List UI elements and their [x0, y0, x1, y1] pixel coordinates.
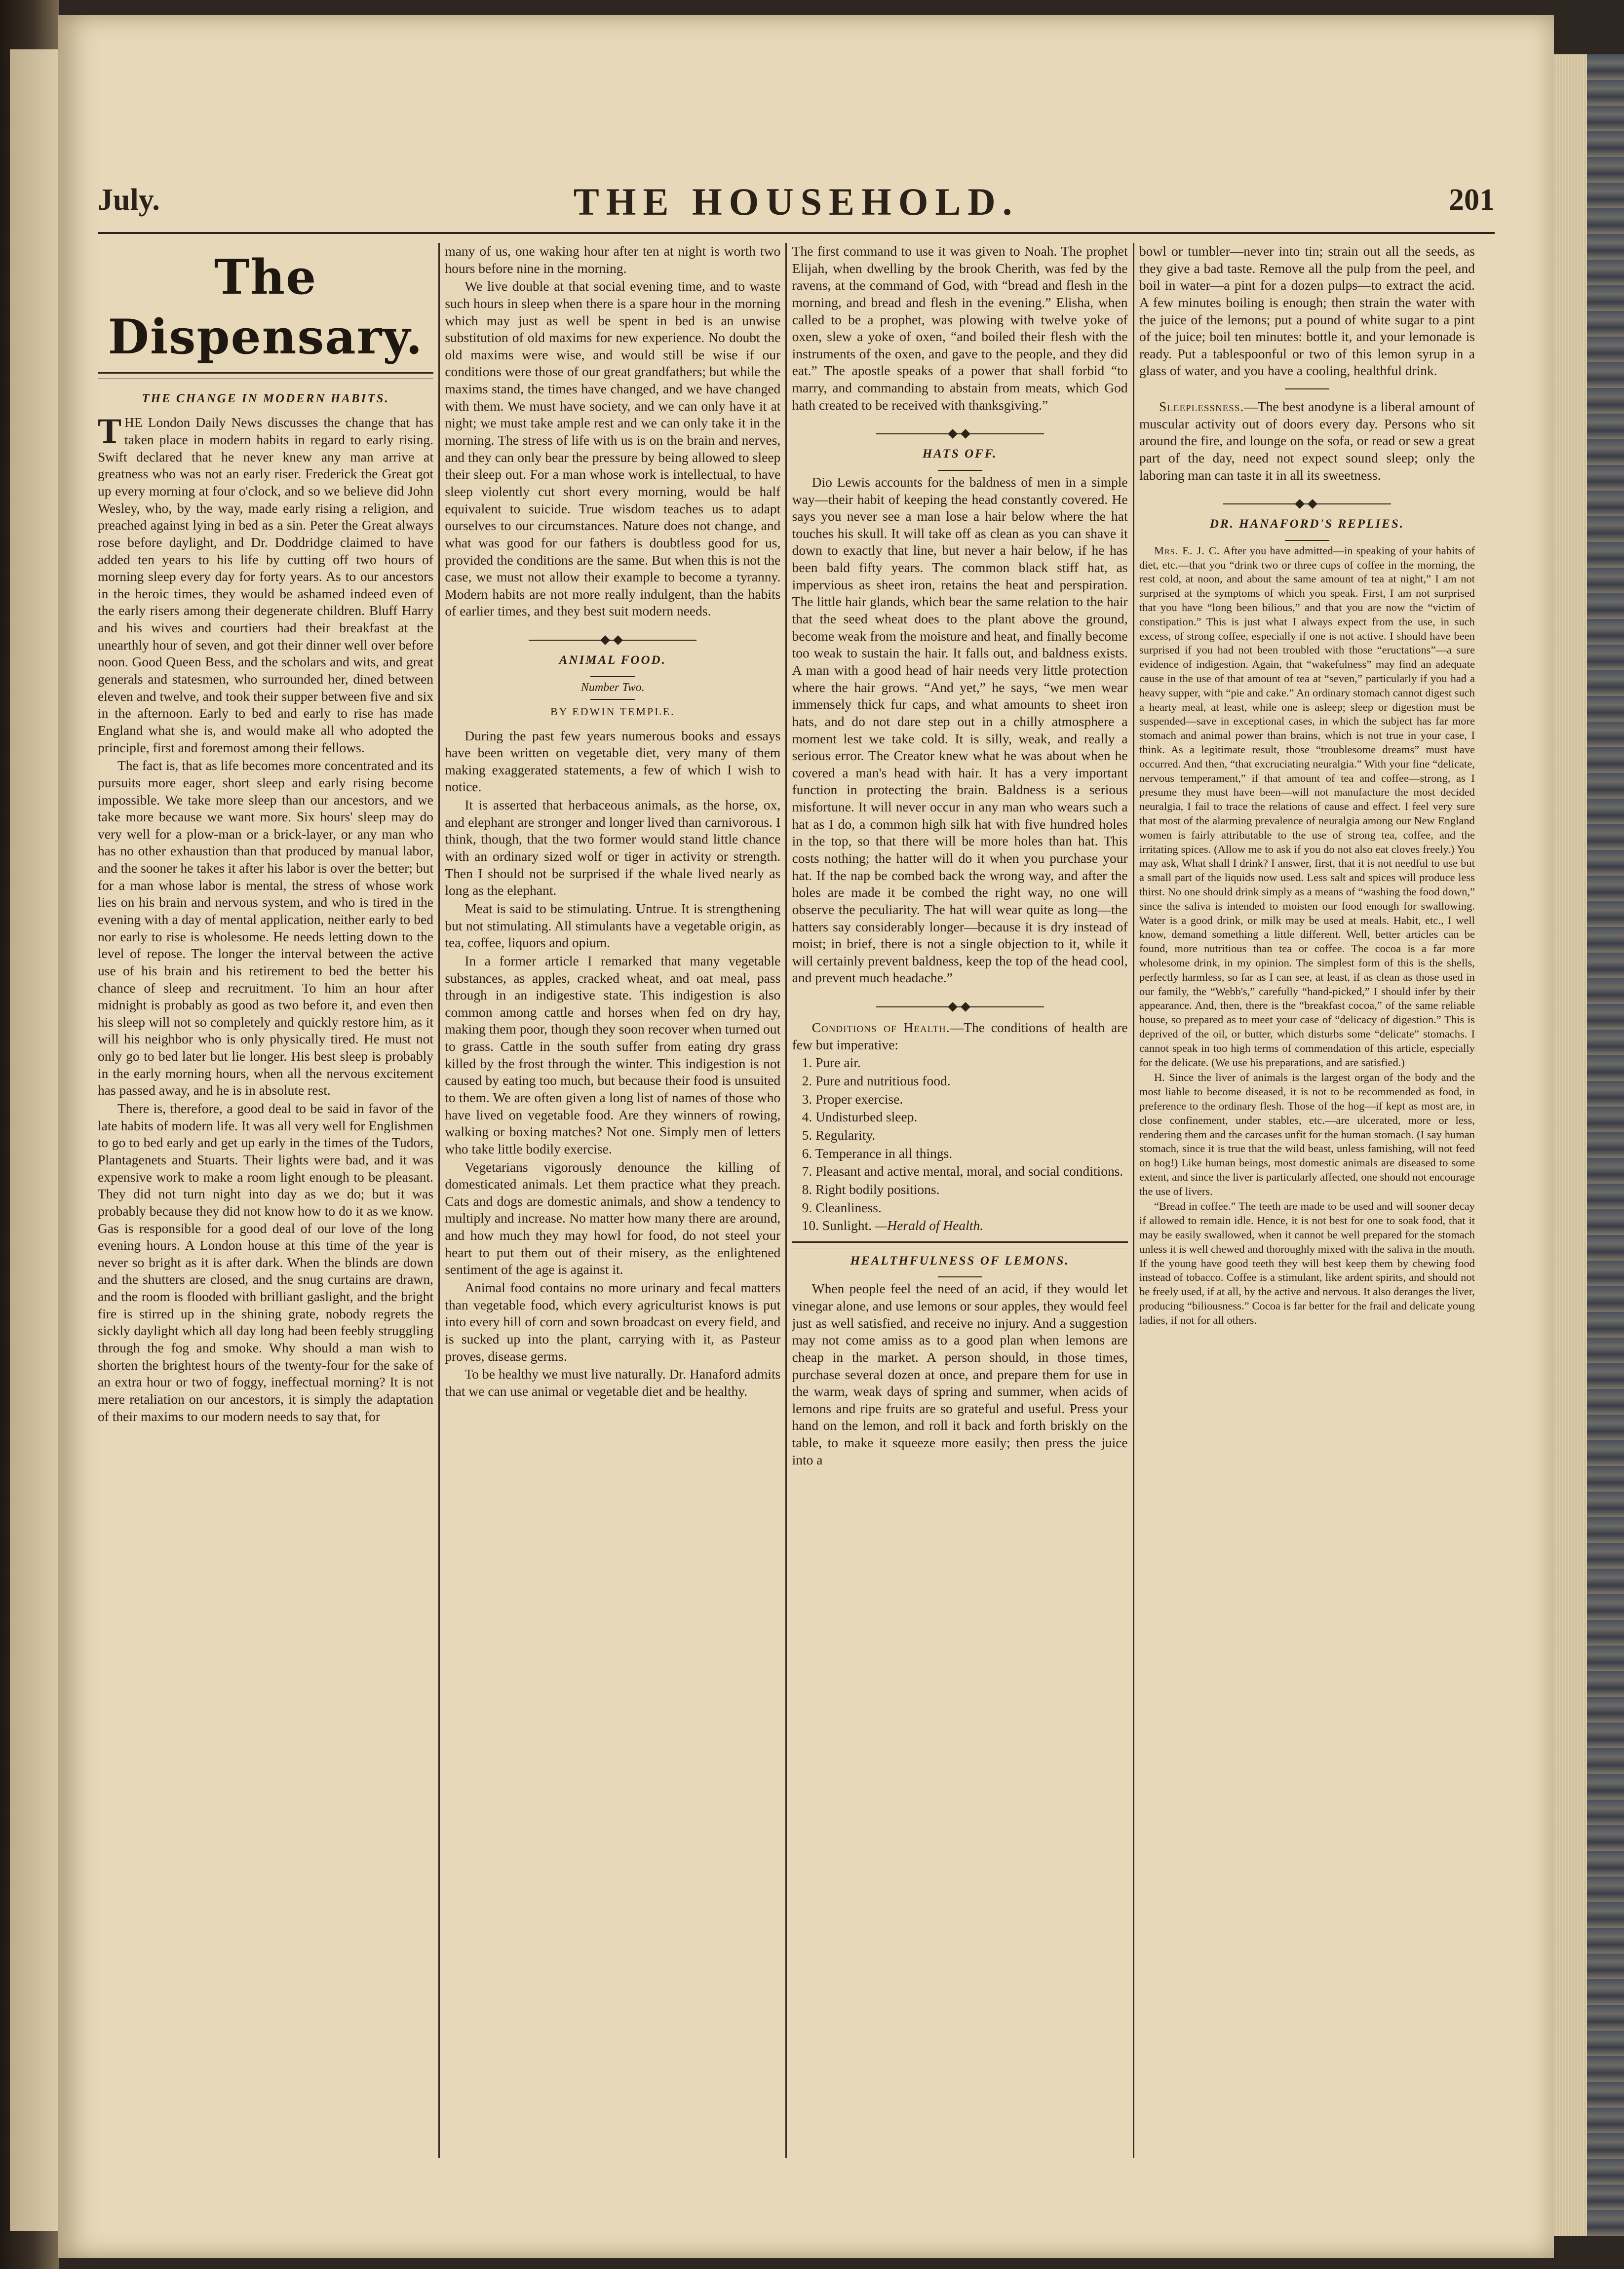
page-number: 201 — [1449, 183, 1495, 217]
column-1 — [98, 243, 433, 2158]
reply-addressee: Mrs. E. J. C. — [1154, 544, 1220, 557]
article-title-animal-food: ANIMAL FOOD. — [559, 654, 666, 667]
paragraph: There is, therefore, a good deal to be said in favor of the late habits of modern life. It was all very well for Englishmen to go to bed early and get up early in the times of the Tudors, Plantagenets and Stuarts. Their lights were bad, and it was expensive work to make a room light enough to be pleasant. They did not turn night into day as we do; but it was probably because they did not know how to do it as we know. Gas is responsible for a good deal of our love of the long evening hours. A London house at this time of the year is never so bright as it is after dark. When the blinds are down and the shutters are closed, and the snug curtains are drawn, and the room is flooded with brilliant gaslight, and the bright fire is stirred up in the shining grate, nobody regrets the sickly daylight which all day long had been feebly struggling through the fog and smoke. Why should a man wish to shorten the brightest hours of the twenty-four for the sake of an extra hour or two of foggy, ineffectual morning? It is not mere retaliation on our ancestors, it is simply the adaptation of their maxims to our modern needs to say that, for — [98, 1101, 433, 1424]
section-rule — [98, 372, 433, 379]
paragraph: Vegetarians vigorously denounce the killing of domesticated animals. Let them practice what they preach. Cats and dogs are domestic animals, and show a tendency to multiply and increase. No matter how many there are around, and how much they may howl for food, do not steel your heart to put them out of their misery, as the enlightened sentiment of the age is against it. — [445, 1159, 781, 1277]
paragraph: many of us, one waking hour after ten at night is worth two hours before nine in the morning. — [445, 243, 781, 276]
running-head — [98, 180, 1495, 237]
list-item: 4. Undisturbed sleep. — [802, 1109, 918, 1125]
column-rule — [438, 243, 440, 2158]
section-rule — [792, 1241, 1128, 1248]
byline: BY EDWIN TEMPLE. — [550, 705, 675, 718]
paragraph: It is asserted that herbaceous animals, as the horse, ox, and elephant are stronger and longer lived than carnivorous. I think, though, that the two former would stand little chance with an ordinary sized wolf or tiger in activity or strength. Then I should not be surprised if the whale lived nearly as long as the elephant. — [445, 797, 781, 898]
short-rule — [938, 470, 982, 471]
ornament-divider — [792, 1000, 1128, 1014]
short-rule — [590, 699, 635, 700]
book-cover-edge — [1587, 54, 1624, 2236]
header-rule — [98, 232, 1495, 234]
list-item: 1. Pure air. — [802, 1055, 861, 1071]
magazine-title: THE HOUSEHOLD. — [573, 180, 1019, 223]
list-item: 6. Temperance in all things. — [802, 1145, 953, 1161]
paragraph: During the past few years numerous books and essays have been written on vegetable diet, very many of them making exaggerated statements, a few of which I wish to notice. — [445, 728, 781, 795]
ornament-divider — [792, 426, 1128, 441]
paragraph: H. Since the liver of animals is the largest organ of the body and the most liable to become diseased, it is not to be recommended as food, in preference to the ordinary flesh. Those of the hog—if kept as most are, in close confinement, under stables, etc.—are ulcerated, more or less, rendering them and the carcases unfit for the human stomach. (I say human stomach, since it is true that the wild beast, unless famishing, will not feed on hog!) Like human beings, most domestic animals are diseased to some extent, and since the liver is particularly affected, one should not encourage the use of livers. — [1139, 1071, 1475, 1197]
paragraph: Sleeplessness.—The best anodyne is a liberal amount of muscular activity out of doors every day. Persons who sit around the fire, and lounge on the sofa, or read or sew a great part of the day, need not expect sound sleep; only the laboring man can taste it in all its sweetness. — [1139, 399, 1475, 483]
paragraph: We live double at that social evening time, and to waste such hours in sleep when there is a spare hour in the morning which may just as well be spent in bed is an unwise substitution of old maxims for new experience. No doubt the old maxims were wise, and would still be wise if our conditions were those of our great grandfathers; but while the maxims stand, the times have changed, and we have changed with them. We must have society, and we can only have it at night; we must take ample rest and we can only take it in the morning. The stress of life with us is on the brain and nerves, and they can only bear the pressure by being allowed to sleep their sleep out. For a man whose work is intellectual, to have sleep violently cut short every morning, would be half equivalent to suicide. True wisdom teaches us to adapt ourselves to our circumstances. Nature does not change, and what was good for our fathers is doubtless good for us, provided the conditions are the same. But when this is not the case, we must not allow their example to become a tyranny. Modern habits are not more really indulgent, than the habits of earlier times, and they best suit modern needs. — [445, 278, 781, 619]
paragraph: Mrs. E. J. C. After you have admitted—in speaking of your habits of diet, etc.—that you “drink two or three cups of coffee in the morning, the rest cold, at noon, and about the same amount of tea at night,” I am not surprised at the symptoms of which you speak. First, I am not surprised that you have “long been bilious,” and that you are now the “victim of constipation.” This is just what I always expect from the use, in such excess, of strong coffee, especially if one is not active. I should have been surprised if you had not been troubled with those “eructations”—a sure evidence of indigestion. Again, that “wakefulness” may find an adequate cause in the use of that amount of tea at “seven,” particularly if you had a heavy supper, with “pie and cake.” An ordinary stomach cannot digest such a hearty meal, at least, while one is asleep; sleep or digestion must be suspended—save in exceptional cases, in which the subject has far more stomach and animal power than brains, which is not true in your case, I think. As a legitimate result, those “troublesome dreams” must have occurred. And then, “that excruciating neuralgia.” With your fine “delicate, nervous temperament,” if that amount of tea and coffee—strong, as I presume they must have been—will not manufacture the most decided neuralgia, I fail to trace the relations of cause and effect. I feel very sure that most of the alarming prevalence of neuralgia among our New England women is fairly attributable to the use of strong tea, coffee, and the irritating spices. (Allow me to ask if you do not also eat cloves freely.) You may ask, What shall I drink? I answer, first, that it is not needful to use but a small part of the liquids now used. Less salt and spices will produce less thirst. No one should drink simply as a means of “washing the food down,” since the saliva is intended to moisten our food enough for swallowing. Water is a good drink, or milk may be used at meals. Habit, etc., I well know, demand something a little different. Well, better articles can be found, more nutritious than tea or coffee. The cocoa is a far more wholesome drink, in my opinion. The simplest form of this is the shells, perfectly harmless, so far as I can see, at least, if as clean as those used in our family, the “Webb's,” carefully “hand-picked,” I should infer by their appearance. And, then, there is the “breakfast cocoa,” of the same reliable house, so prepared as to meet your case of “delicacy of digestion.” This is deprived of the oil, or butter, which disturbs some “delicate” stomachs. I cannot speak in too high terms of commendation of this article, especially for the delicate. (We use his preparations, and are satisfied.) — [1139, 544, 1475, 1069]
column-3 — [792, 243, 1128, 2158]
list-item: 8. Right bodily positions. — [802, 1181, 940, 1197]
article-title-replies: DR. HANAFORD'S REPLIES. — [1209, 517, 1404, 531]
drop-cap: T — [98, 411, 122, 451]
list-item: 2. Pure and nutritious food. — [802, 1073, 951, 1089]
list-item: 10. Sunlight. —Herald of Health. — [802, 1218, 984, 1233]
list-item: 7. Pleasant and active mental, moral, and social conditions. — [802, 1163, 1123, 1179]
article-title-hats-off: HATS OFF. — [922, 447, 998, 461]
replies-body — [1139, 544, 1475, 1328]
section-heading: The Dispensary. — [108, 249, 424, 365]
magazine-page — [58, 15, 1554, 2258]
article-title-lemons: HEALTHFULNESS OF LEMONS. — [850, 1254, 1070, 1268]
paragraph: The fact is, that as life becomes more concentrated and its pursuits more eager, short sleep and early rising become impossible. We take more sleep than our ancestors, and we take more because we want more. Six hours' sleep may do very well for a plow-man or a brick-layer, or any man who has no other exhaustion than that produced by manual labor, and the sooner he takes it after his labor is over the better; but for a man whose labor is mental, the stress of whose work lies on his brain and nervous system, and who is tired in the evening with a day of mental application, neither early to bed nor early to rise is wholesome. He needs letting down to the level of repose. The longer the interval between the active use of his brain and his retirement to bed the better his chance of sleep and recruitment. To him an hour after midnight is probably as good as two before it, and even then his sleep will not so completely and quickly restore him, as it will his neighbor who is only physically tired. He must not only go to bed later but lie longer. His best sleep is probably in the early morning hours, when all the nervous excitement has passed away, and he is in absolute rest. — [98, 758, 433, 1098]
ornament-divider — [445, 633, 780, 648]
column-rule — [785, 243, 787, 2158]
column-4 — [1139, 243, 1475, 2158]
short-rule — [1285, 388, 1329, 389]
run-in-heading: Conditions of Health. — [812, 1020, 950, 1036]
paragraph: To be healthy we must live naturally. Dr. Hanaford admits that we can use animal or vegetable diet and be healthy. — [445, 1366, 781, 1399]
paragraph: Conditions of Health.—The conditions of health are few but imperative: — [792, 1020, 1128, 1052]
article-title-modern-habits: THE CHANGE IN MODERN HABITS. — [142, 391, 389, 405]
text-columns — [98, 243, 1475, 2158]
list-item: 9. Cleanliness. — [802, 1199, 882, 1215]
paragraph: When people feel the need of an acid, if they would let vinegar alone, and use lemons or sour apples, they would feel just as well satisfied, and receive no injury. And a suggestion may not come amiss as to a good plan when lemons are cheap in the market. A person should, in those times, purchase several dozen at once, and prepare them for use in the warm, weak days of spring and summer, when acids of lemons and ripe fruits are so grateful and useful. Press your hand on the lemon, and roll it back and forth briskly on the table, to make it squeeze more easily; then press the juice into a — [792, 1281, 1128, 1467]
run-in-heading: Sleeplessness. — [1159, 399, 1244, 415]
article-subtitle: Number Two. — [580, 681, 645, 694]
short-rule — [590, 676, 635, 677]
source-credit: —Herald of Health. — [875, 1218, 984, 1233]
paragraph: In a former article I remarked that many vegetable substances, as apples, cracked wheat, and oat meal, pass through in an indigestive state. This indigestion is also common among cattle and horses when fed on dry hay, making them poor, though they soon recover when turned out to grass. Cattle in the south suffer from eating dry grass killed by the frost through the winter. This indigestion is not caused by eating too much, but because their food is unsuited to them. We are often given a long list of names of those who have lived on vegetable food. Are they winners of rowing, walking or boxing matches? Not one. Simply men of letters who take little bodily exercise. — [445, 953, 781, 1156]
paragraph: THE London Daily News discusses the change that has taken place in modern habits in regard to early rising. Swift declared that he never knew any man arrive at greatness who was not an early riser. Frederick the Great got up every morning at four o'clock, and so we believe did John Wesley, who, by the way, made early rising a religion, and preached against lying in bed as a sin. Peter the Great always rose before daylight, and Dr. Doddridge claimed to have added ten years to his life by cutting off two hours of morning sleep every day for forty years. As to our ancestors in the heroic times, they would be ashamed indeed even of the early risers among their degenerate children. Bluff Harry and his wives and courtiers had their breakfast at the unearthly hour of seven, and got their dinner well over before noon. Good Queen Bess, and the scholars and wits, and great generals and statesmen, who surrounded her, dined between eleven and twelve, and took their supper between five and six in the afternoon. Early to bed and early to rise has made England what she is, and would make all who adopted the principle, first and foremost among their fellows. — [98, 411, 433, 755]
list-item: 5. Regularity. — [802, 1127, 876, 1143]
column-rule — [1133, 243, 1134, 2158]
short-rule — [938, 1276, 982, 1277]
issue-month: July. — [98, 183, 160, 217]
paragraph: Meat is said to be stimulating. Untrue. It is strengthening but not stimulating. All stimulants have a vegetable origin, as tea, coffee, liquors and opium. — [445, 900, 781, 951]
paragraph: “Bread in coffee.” The teeth are made to be used and will sooner decay if allowed to remain idle. Hence, it is not best for one to soak food, that it may be easily swallowed, when it cannot be well prepared for the stomach unless it is well chewed and thoroughly mixed with the saliva in the mouth. If the young have good teeth they will best keep them by chewing food instead of tobacco. Coffee is a stimulant, like ardent spirits, and should not be freely used, if at all, by the active and nervous. It also deranges the liver, producing “biliousness.” Cocoa is far better for the frail and delicate young ladies, if not for all others. — [1139, 1200, 1475, 1326]
paragraph: Dio Lewis accounts for the baldness of men in a simple way—their habit of keeping the head constantly covered. He says you never see a man lose a hair below where the hat touches his skull. It will take off as clean as you can shave it down to exactly that line, but never a hair below, if he has been bald fifty years. The common black stiff hat, as impervious as sheet iron, retains the heat and perspiration. The little hair glands, which bear the same relation to the hair that the seed wheat does to the plant above the ground, become weak from the moisture and heat, and finally become too weak to sustain the hair. It falls out, and baldness exists. A man with a good head of hair needs very little protection where the hair grows. “And yet,” he says, “we men wear immensely thick fur caps, and what amounts to sheet iron hats, and do not dare step out in a chilly atmosphere a moment lest we take cold. It is silly, weak, and really a serious error. The Creator knew what he was about when he covered a man's head with hair. It has a very important function in protecting the brain. Baldness is a serious misfortune. It will never occur in any man who wears such a hat as I do, a common high silk hat with five hundred holes in the top, so that there will be more holes than hat. This costs nothing; the hatter will do it when you purchase your hat. If the nap be combed back the wrong way, and after the holes are made it be combed the right way, no one will observe the peculiarity. The hat will wear quite as long—the hatters say considerably longer—because it is dry instead of moist; in brief, there is not a single objection to it, while it will certainly prevent baldness, keep the top of the head cool, and prevent much headache.” — [792, 474, 1128, 986]
column-2 — [445, 243, 780, 2158]
list-item: 3. Proper exercise. — [802, 1091, 903, 1107]
paragraph: The first command to use it was given to Noah. The prophet Elijah, when dwelling by the brook Cherith, was fed by the ravens, at the command of God, with “bread and flesh in the morning, and bread and flesh in the evening.” Elisha, when called to be a prophet, was plowing with twelve yoke of oxen, slew a yoke of oxen, “and boiled their flesh with the instruments of the oxen, and gave to the people, and they did eat.” The apostle speaks of a power that shall forbid “to marry, and commanding to abstain from meats, which God hath created to be received with thanksgiving.” — [792, 243, 1128, 413]
short-rule — [1285, 540, 1329, 541]
reply-addressee: H. — [1154, 1071, 1165, 1084]
paragraph: bowl or tumbler—never into tin; strain out all the seeds, as they give a bad taste. Remove all the pulp from the peel, and boil in water—a pint for a dozen pulps—to extract the acid. A few minutes boiling is enough; then strain the water with the juice of the lemons; put a pound of white sugar to a pint of the juice; boil ten minutes: bottle it, and your lemonade is ready. Put a tablespoonful or two of this lemon syrup in a glass of water, and you have a cooling, healthful drink. — [1139, 243, 1475, 379]
ornament-divider — [1139, 497, 1475, 511]
paragraph: Animal food contains no more urinary and fecal matters than vegetable food, which every agriculturist knows is put into every hill of corn and sown broadcast on every field, and is sucked up into the plant, carrying with it, as Pasteur proves, disease germs. — [445, 1280, 781, 1364]
